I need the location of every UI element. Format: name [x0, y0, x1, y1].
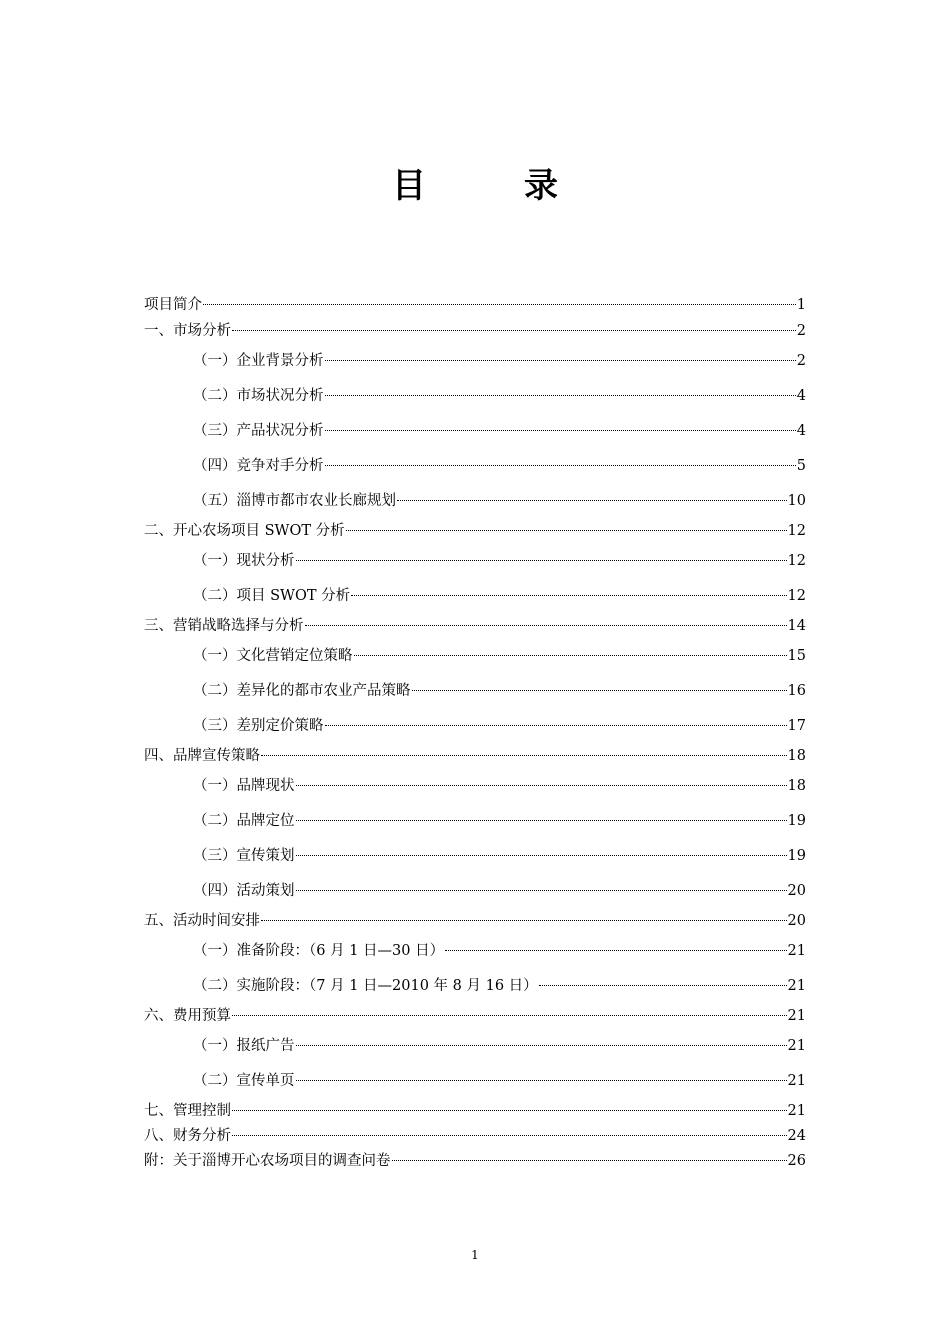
- dot-leader: [296, 1045, 787, 1046]
- toc-title: 目 录: [392, 166, 590, 206]
- toc-entry-page: 21: [787, 1008, 806, 1024]
- toc-entry-label: （一）报纸广告: [193, 1038, 295, 1054]
- dot-leader: [354, 655, 787, 656]
- toc-entry[interactable]: [144, 1125, 806, 1147]
- toc-entry-page: 20: [787, 913, 806, 929]
- dot-leader: [351, 595, 786, 596]
- toc-entry[interactable]: [193, 680, 806, 702]
- dot-leader: [325, 430, 796, 431]
- toc-entry-page: 15: [787, 648, 806, 664]
- toc-entry[interactable]: [144, 615, 806, 637]
- dot-leader: [392, 1160, 787, 1161]
- toc-entry[interactable]: [144, 320, 806, 342]
- page-number: 1: [471, 1248, 479, 1262]
- toc-entry-label: （四）竞争对手分析: [193, 458, 324, 474]
- toc-entry-page: 4: [796, 423, 806, 439]
- dot-leader: [412, 690, 787, 691]
- toc-entry-label: （二）差异化的都市农业产品策略: [193, 683, 411, 699]
- toc-entry-label: （二）项目 SWOT 分析: [193, 588, 351, 604]
- toc-entry-label: （三）产品状况分析: [193, 423, 324, 439]
- toc-entry[interactable]: [193, 490, 806, 512]
- toc-entry-label: （四）活动策划: [193, 883, 295, 899]
- toc-entry[interactable]: [144, 294, 806, 316]
- toc-entry-label: （二）实施阶段：（7 月 1 日—2010 年 8 月 16 日）: [193, 978, 538, 994]
- dot-leader: [232, 1015, 787, 1016]
- toc-entry-label: 三、营销战略选择与分析: [144, 618, 304, 634]
- dot-leader: [261, 920, 787, 921]
- toc-entry-label: 附：关于淄博开心农场项目的调查问卷: [144, 1153, 391, 1169]
- toc-entry[interactable]: [193, 1035, 806, 1057]
- toc-entry-page: 24: [787, 1128, 806, 1144]
- toc-entry-page: 12: [787, 588, 806, 604]
- toc-entry[interactable]: [193, 385, 806, 407]
- toc-entry-page: 2: [796, 353, 806, 369]
- toc-entry-page: 19: [787, 813, 806, 829]
- toc-entry-page: 12: [787, 553, 806, 569]
- toc-entry-page: 18: [787, 778, 806, 794]
- dot-leader: [296, 560, 787, 561]
- dot-leader: [305, 625, 787, 626]
- toc-entry-page: 1: [796, 297, 806, 313]
- toc-entry-label: （三）宣传策划: [193, 848, 295, 864]
- toc-entry-label: 二、开心农场项目 SWOT 分析: [144, 523, 345, 539]
- toc-entry-page: 18: [787, 748, 806, 764]
- toc-entry[interactable]: [193, 845, 806, 867]
- toc-entry-label: 一、市场分析: [144, 323, 231, 339]
- toc-entry-page: 21: [787, 978, 806, 994]
- toc-entry-label: （二）宣传单页: [193, 1073, 295, 1089]
- dot-leader: [232, 1110, 787, 1111]
- toc-entry-label: （五）淄博市都市农业长廊规划: [193, 493, 396, 509]
- toc-entry-label: 四、品牌宣传策略: [144, 748, 260, 764]
- dot-leader: [296, 785, 787, 786]
- dot-leader: [296, 890, 787, 891]
- toc-entry[interactable]: [193, 350, 806, 372]
- toc-entry[interactable]: [144, 745, 806, 767]
- dot-leader: [325, 725, 787, 726]
- toc-entry[interactable]: [144, 1005, 806, 1027]
- dot-leader: [445, 950, 786, 951]
- toc-entry-page: 20: [787, 883, 806, 899]
- dot-leader: [203, 304, 796, 305]
- toc-entry-label: 七、管理控制: [144, 1103, 231, 1119]
- dot-leader: [325, 360, 796, 361]
- toc-entry[interactable]: [193, 645, 806, 667]
- toc-entry[interactable]: [193, 1070, 806, 1092]
- dot-leader: [325, 395, 796, 396]
- toc-entry-page: 17: [787, 718, 806, 734]
- dot-leader: [232, 330, 796, 331]
- toc-entry-label: 五、活动时间安排: [144, 913, 260, 929]
- toc-entry-label: （一）文化营销定位策略: [193, 648, 353, 664]
- toc-entry-page: 16: [787, 683, 806, 699]
- toc-entry[interactable]: [193, 940, 806, 962]
- dot-leader: [296, 820, 787, 821]
- dot-leader: [261, 755, 787, 756]
- toc-entry[interactable]: [144, 910, 806, 932]
- toc-entry[interactable]: [193, 810, 806, 832]
- toc-entry-label: （一）品牌现状: [193, 778, 295, 794]
- toc-entry[interactable]: [193, 585, 806, 607]
- toc-entry[interactable]: [193, 550, 806, 572]
- dot-leader: [539, 985, 787, 986]
- dot-leader: [397, 500, 787, 501]
- toc-entry-page: 21: [787, 1103, 806, 1119]
- dot-leader: [296, 1080, 787, 1081]
- toc-entry-label: 六、费用预算: [144, 1008, 231, 1024]
- toc-entry-label: 八、财务分析: [144, 1128, 231, 1144]
- toc-entry[interactable]: [144, 1150, 806, 1172]
- toc-entry-page: 14: [787, 618, 806, 634]
- toc-entry-page: 4: [796, 388, 806, 404]
- toc-entry-label: （三）差别定价策略: [193, 718, 324, 734]
- toc-entry[interactable]: [193, 880, 806, 902]
- toc-entry-page: 5: [796, 458, 806, 474]
- toc-entry-label: （一）现状分析: [193, 553, 295, 569]
- toc-entry[interactable]: [193, 715, 806, 737]
- toc-entry[interactable]: [144, 520, 806, 542]
- toc-entry[interactable]: [193, 455, 806, 477]
- toc-entry-page: 2: [796, 323, 806, 339]
- toc-entry-label: 项目简介: [144, 297, 202, 313]
- dot-leader: [346, 530, 787, 531]
- toc-entry[interactable]: [193, 775, 806, 797]
- toc-entry-page: 19: [787, 848, 806, 864]
- toc-entry-page: 26: [787, 1153, 806, 1169]
- toc-entry[interactable]: [144, 1100, 806, 1122]
- dot-leader: [232, 1135, 787, 1136]
- toc-entry-page: 21: [787, 1038, 806, 1054]
- toc-entry[interactable]: [193, 420, 806, 442]
- dot-leader: [296, 855, 787, 856]
- toc-entry-page: 12: [787, 523, 806, 539]
- toc-entry-page: 10: [787, 493, 806, 509]
- dot-leader: [325, 465, 796, 466]
- toc-entry-label: （二）品牌定位: [193, 813, 295, 829]
- toc-entry[interactable]: [193, 975, 806, 997]
- toc-entry-page: 21: [787, 943, 806, 959]
- toc-entry-label: （一）准备阶段：（6 月 1 日—30 日）: [193, 943, 445, 959]
- toc-entry-label: （二）市场状况分析: [193, 388, 324, 404]
- toc-entry-page: 21: [787, 1073, 806, 1089]
- toc-entry-label: （一）企业背景分析: [193, 353, 324, 369]
